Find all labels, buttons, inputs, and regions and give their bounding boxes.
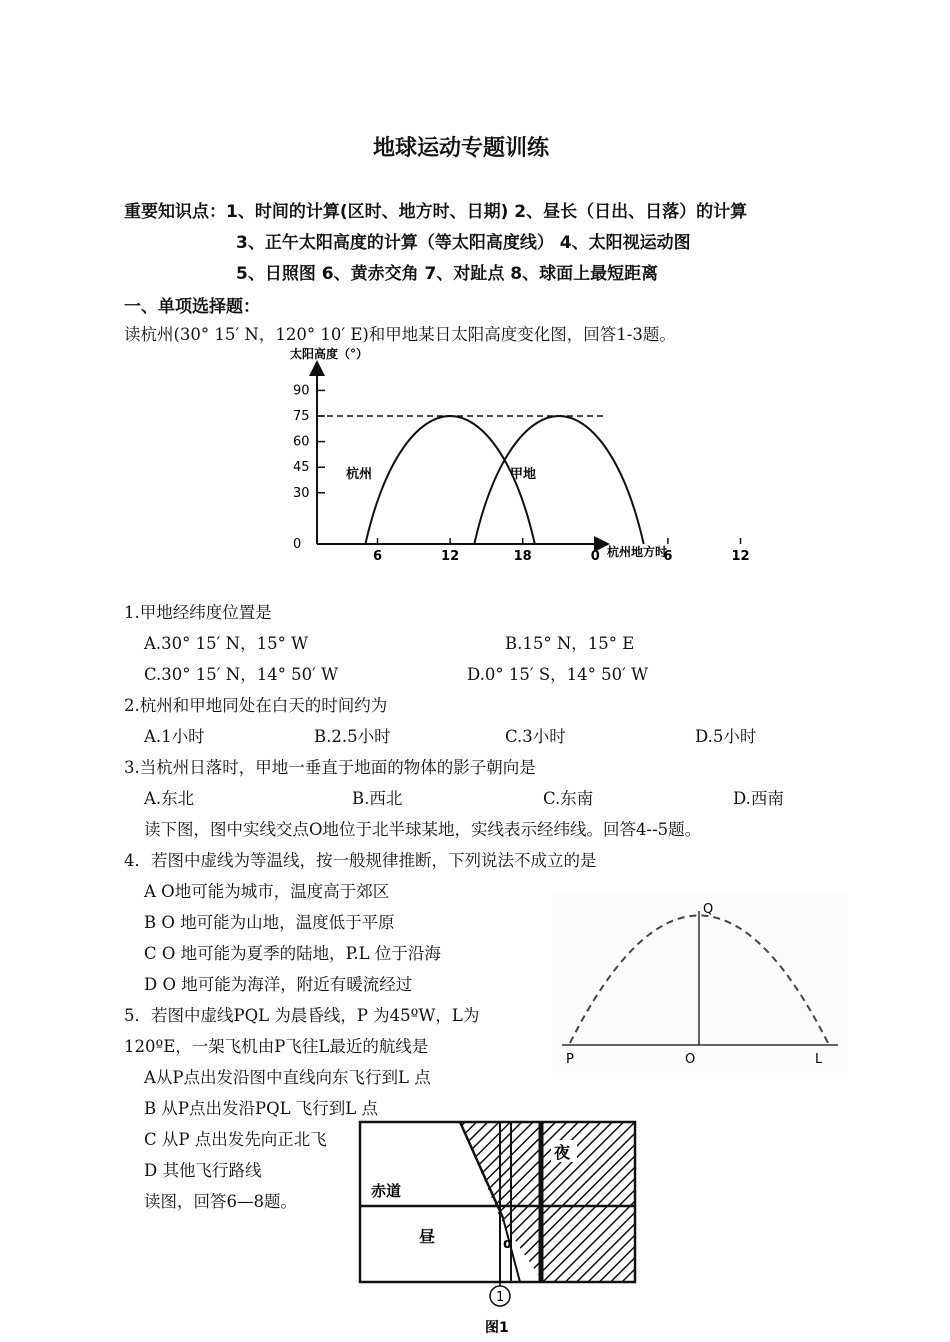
q5-stem-line-2: 120ºE，一架飞机由P飞往L最近的航线是 [124, 1037, 429, 1056]
pql-figure [552, 893, 848, 1073]
intro-1: 读杭州(30° 15′ N，120° 10′ E)和甲地某日太阳高度变化图，回答1-3题。 [124, 325, 676, 344]
q4-option-b[interactable]: B O 地可能为山地，温度低于平原 [144, 913, 395, 932]
x-tick-label: 12 [441, 549, 460, 564]
q1-option-a[interactable]: A.30° 15′ N，15° W [144, 634, 309, 653]
series-label-jiadi: 甲地 [510, 467, 537, 482]
q1-option-d[interactable]: D.0° 15′ S，14° 50′ W [467, 665, 649, 684]
q1-option-c[interactable]: C.30° 15′ N，14° 50′ W [144, 665, 339, 684]
q3-option-d[interactable]: D.西南 [733, 789, 784, 808]
q3-option-b[interactable]: B.西北 [352, 789, 403, 808]
x-tick-label: 0 [590, 549, 600, 564]
label-equator: 赤道 [371, 1182, 402, 1200]
q4-stem: 4．若图中虚线为等温线，按一般规律推断，下列说法不成立的是 [124, 851, 597, 870]
x-tick-label: 6 [372, 549, 383, 564]
x-tick-label: 6 [663, 549, 673, 564]
page-title: 地球运动专题训练 [373, 136, 550, 161]
q2-option-a[interactable]: A.1小时 [144, 727, 205, 746]
night-region [460, 1122, 635, 1282]
y-axis-label: 太阳高度（°） [290, 347, 369, 361]
x-tick-label: 18 [513, 549, 532, 564]
x-tick-label: 12 [731, 549, 750, 564]
intro-2: 读下图，图中实线交点O地位于北半球某地，实线表示经纬线。回答4--5题。 [144, 820, 702, 839]
q3-option-c[interactable]: C.东南 [543, 789, 594, 808]
knowledge-line-3: 5、日照图 6、黄赤交角 7、对趾点 8、球面上最短距离 [236, 264, 659, 284]
label-l: L [815, 1052, 823, 1067]
label-q: Q [703, 902, 714, 917]
series-label-hangzhou: 杭州 [346, 467, 373, 482]
section-heading: 一、单项选择题： [124, 297, 260, 317]
q1-stem: 1.甲地经纬度位置是 [124, 603, 272, 622]
q3-stem: 3.当杭州日落时，甲地一垂直于地面的物体的影子朝向是 [124, 758, 536, 777]
y-tick-label: 30 [293, 485, 310, 501]
knowledge-line-1: 重要知识点：1、时间的计算(区时、地方时、日期) 2、昼长（日出、日落）的计算 [124, 202, 748, 222]
intro-3: 读图，回答6—8题。 [144, 1192, 297, 1211]
y-tick-label: 60 [293, 434, 310, 450]
label-o: O [685, 1052, 696, 1067]
q2-option-b[interactable]: B.2.5小时 [314, 727, 391, 746]
y-tick-label: 75 [293, 409, 310, 424]
y-tick-label: 90 [293, 383, 310, 399]
q2-option-c[interactable]: C.3小时 [505, 727, 566, 746]
q5-option-d[interactable]: D 其他飞行路线 [144, 1161, 262, 1180]
q2-stem: 2.杭州和甲地同处在白天的时间约为 [124, 696, 388, 715]
x-axis-label: 杭州地方时 [607, 545, 668, 559]
label-circle-number: 1 [496, 1290, 505, 1305]
q1-option-b[interactable]: B.15° N，15° E [505, 634, 635, 653]
q4-option-c[interactable]: C O 地可能为夏季的陆地，P.L 位于沿海 [144, 944, 441, 963]
sun-altitude-chart [280, 342, 750, 567]
q5-stem-line-1: 5．若图中虚线PQL 为晨昏线，P 为45ºW，L为 [124, 1006, 480, 1025]
q3-option-a[interactable]: A.东北 [144, 789, 195, 808]
q5-option-c[interactable]: C 从P 点出发先向正北飞 [144, 1130, 327, 1149]
label-night: 夜 [554, 1143, 571, 1162]
q4-option-a[interactable]: A O地可能为城市，温度高于郊区 [144, 882, 390, 901]
knowledge-line-2: 3、正午太阳高度的计算（等太阳高度线） 4、太阳视运动图 [236, 233, 691, 253]
label-p: P [566, 1052, 574, 1067]
q4-option-d[interactable]: D O 地可能为海洋，附近有暖流经过 [144, 975, 413, 994]
label-alpha: α [503, 1236, 513, 1252]
day-night-figure [355, 1118, 645, 1340]
q5-option-b[interactable]: B 从P点出发沿PQL 飞行到L 点 [144, 1099, 379, 1118]
series-jiadi-curve [474, 416, 643, 544]
q5-option-a[interactable]: A从P点出发沿图中直线向东飞行到L 点 [144, 1068, 431, 1087]
figure-caption: 图1 [485, 1320, 509, 1336]
y-tick-label: 45 [293, 460, 310, 476]
y-tick-label: 0 [293, 537, 302, 552]
q2-option-d[interactable]: D.5小时 [695, 727, 757, 746]
label-day: 昼 [419, 1227, 436, 1246]
